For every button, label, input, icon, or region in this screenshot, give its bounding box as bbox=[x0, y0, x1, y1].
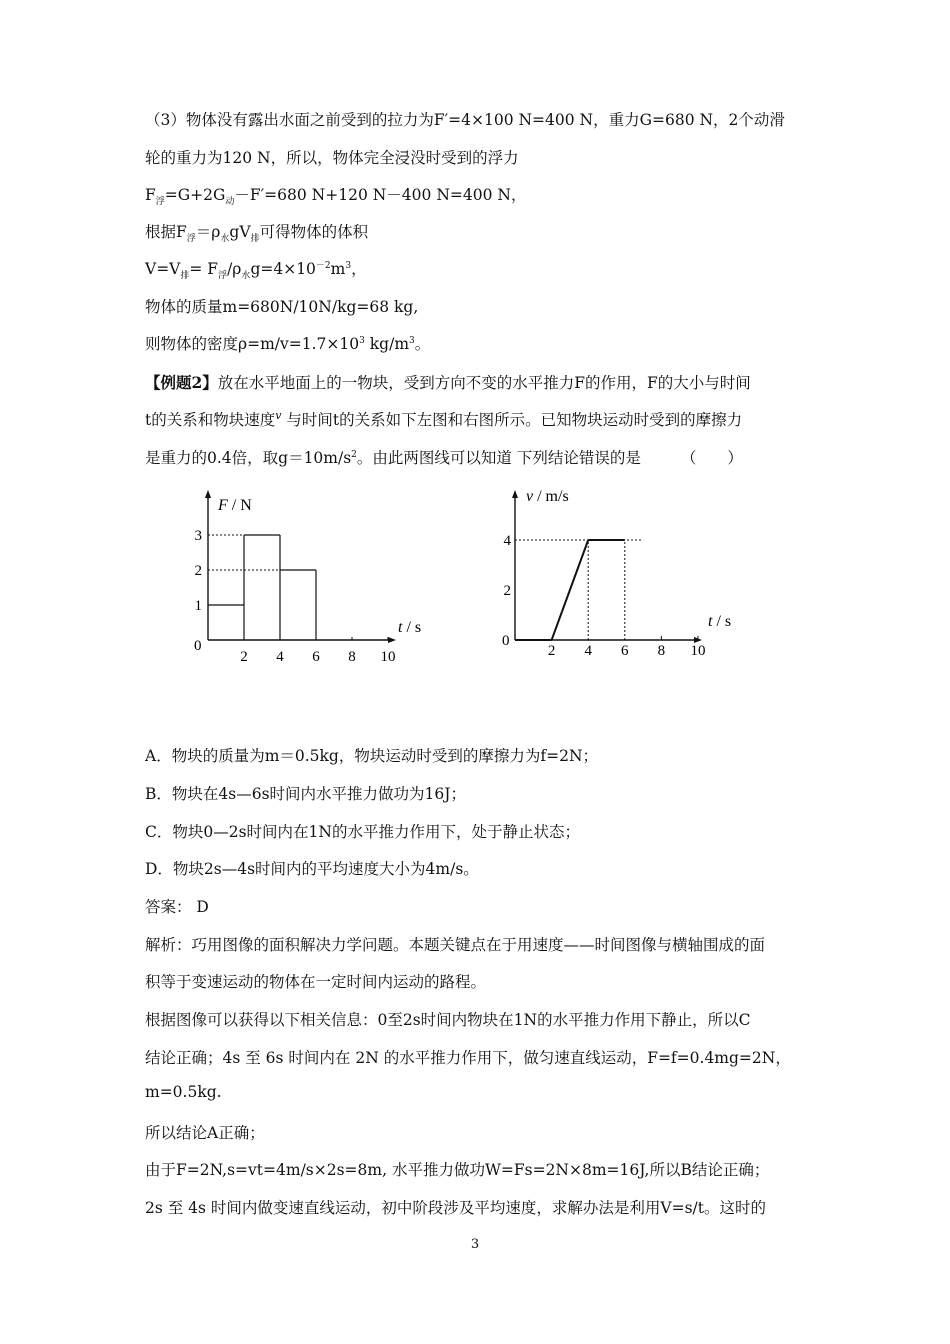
analysis-line-6: 所以结论A正确； bbox=[145, 1124, 265, 1142]
force-time-chart bbox=[194, 490, 421, 665]
analysis-line-8: 2s 至 4s 时间内做变速直线运动，初中阶段涉及平均速度，求解办法是利用V=s/t。这时的 bbox=[145, 1199, 767, 1217]
v-curve bbox=[515, 540, 643, 640]
f-step-lines bbox=[208, 535, 316, 640]
text: 与时间t的关系如下左图和右图所示。已知物块运动时受到的摩擦力 bbox=[281, 411, 743, 429]
text: =G+2G bbox=[164, 186, 226, 204]
v-x-tick-label: 8 bbox=[657, 643, 666, 659]
text: g=4×10 bbox=[250, 260, 316, 278]
solution-line-1: （3）物体没有露出水面之前受到的拉力为F′=4×100 N=400 N，重力G=680 N，2个动滑 bbox=[145, 111, 785, 129]
analysis-line-7: 由于F=2N,s=vt=4m/s×2s=8m, 水平推力做功W=Fs=2N×8m=16J,所以B结论正确； bbox=[145, 1161, 770, 1179]
f-tick-labels bbox=[195, 528, 396, 665]
answer-line: 答案： D bbox=[145, 898, 209, 916]
subscript: 浮 bbox=[218, 271, 228, 281]
subscript: 排 bbox=[180, 271, 190, 281]
text: 放在水平地面上的一物块，受到方向不变的水平推力F的作用，F的大小与时间 bbox=[217, 374, 751, 392]
f-y-tick-label: 2 bbox=[194, 563, 202, 579]
superscript: －2 bbox=[315, 261, 331, 271]
v-x-tick-label: 2 bbox=[547, 643, 556, 659]
example-2-line-1 bbox=[145, 371, 751, 393]
v-x-tick-label: 10 bbox=[690, 643, 706, 659]
subscript: 水 bbox=[220, 234, 230, 244]
v-segment bbox=[552, 540, 589, 640]
f-x-label: t / s bbox=[398, 619, 422, 636]
figure-area bbox=[180, 480, 740, 680]
velocity-symbol: v bbox=[275, 409, 282, 422]
text: F bbox=[145, 186, 156, 204]
example-tag: 【例题2】 bbox=[145, 373, 218, 392]
text: 根据F bbox=[145, 223, 187, 241]
solution-line-2: 轮的重力为120 N，所以，物体完全浸没时受到的浮力 bbox=[145, 149, 519, 167]
option-b: B．物块在4s—6s时间内水平推力做功为16J； bbox=[145, 785, 466, 803]
charts-svg bbox=[180, 480, 740, 680]
f-y-tick-label: 1 bbox=[194, 598, 202, 614]
text: 。由此两图线可以知道 下列结论错误的是 bbox=[356, 449, 641, 467]
subscript: 排 bbox=[250, 234, 260, 244]
text: ＝ρ bbox=[195, 223, 221, 241]
text: ， bbox=[351, 260, 367, 278]
v-x-label: t / s bbox=[708, 613, 732, 630]
text: 可得物体的体积 bbox=[259, 223, 369, 241]
analysis-line-5: m=0.5kg. bbox=[145, 1083, 222, 1101]
f-x-tick-label: 8 bbox=[348, 649, 356, 665]
option-d: D．物块2s—4s时间内的平均速度大小为4m/s。 bbox=[145, 860, 479, 878]
f-y-axis-arrow bbox=[205, 490, 211, 498]
volume-formula bbox=[145, 257, 367, 281]
text: = F bbox=[189, 260, 219, 278]
v-y-label: v / m/s bbox=[526, 488, 569, 505]
v-origin-label: 0 bbox=[502, 633, 510, 649]
text: gV bbox=[229, 223, 251, 241]
v-x-tick-label: 6 bbox=[621, 643, 629, 659]
text: /ρ bbox=[227, 260, 242, 278]
mass-line: 物体的质量m=680N/10N/kg=68 kg, bbox=[145, 298, 419, 316]
text: 。 bbox=[414, 335, 431, 353]
superscript: 3 bbox=[409, 336, 415, 346]
f-y-label: F / N bbox=[218, 497, 252, 514]
v-y-axis-arrow bbox=[512, 490, 518, 498]
superscript: 2 bbox=[351, 450, 357, 460]
f-x-tick-label: 6 bbox=[312, 649, 320, 665]
f-x-axis-arrow bbox=[388, 637, 396, 643]
option-a: A．物块的质量为m＝0.5kg，物块运动时受到的摩擦力为f=2N； bbox=[145, 747, 599, 765]
f-x-tick-label: 4 bbox=[276, 649, 284, 665]
subscript: 动 bbox=[225, 197, 235, 207]
analysis-line-3: 根据图像可以获得以下相关信息：0至2s时间内物块在1N的水平推力作用下静止，所以C bbox=[145, 1011, 751, 1029]
v-y-tick-label: 4 bbox=[503, 533, 511, 549]
subscript: 水 bbox=[241, 271, 251, 281]
analysis-line-4: 结论正确；4s 至 6s 时间内在 2N 的水平推力作用下，做匀速直线运动，F=f=0.4mg=2N， bbox=[145, 1049, 791, 1067]
superscript: 3 bbox=[359, 336, 365, 346]
buoyancy-formula bbox=[145, 183, 526, 207]
v-x-tick-label: 4 bbox=[584, 643, 592, 659]
text: kg/m bbox=[364, 335, 410, 353]
text: 则物体的密度ρ=m/v=1.7×10 bbox=[145, 335, 360, 353]
subscript: 浮 bbox=[155, 197, 165, 207]
f-y-tick-label: 3 bbox=[194, 528, 202, 544]
option-c: C．物块0—2s时间内在1N的水平推力作用下，处于静止状态； bbox=[145, 823, 580, 841]
analysis-line-1: 解析：巧用图像的面积解决力学问题。本题关键点在于用速度——时间图像与横轴围成的面 bbox=[145, 936, 766, 954]
page-number: 3 bbox=[470, 1237, 480, 1252]
analysis-line-2: 积等于变速运动的物体在一定时间内运动的路程。 bbox=[145, 973, 487, 991]
f-x-tick-label: 10 bbox=[380, 649, 396, 665]
text: m bbox=[330, 260, 346, 278]
example-2-line-2 bbox=[145, 408, 742, 430]
f-x-tick-label: 2 bbox=[240, 649, 248, 665]
volume-intro bbox=[145, 220, 368, 244]
velocity-time-chart bbox=[502, 488, 731, 659]
example-2-line-3 bbox=[145, 446, 743, 468]
text: t的关系和物块速度 bbox=[145, 411, 276, 429]
answer-bracket: （ ） bbox=[680, 449, 743, 467]
text: 是重力的0.4倍，取g＝10m/s bbox=[145, 449, 352, 467]
subscript: 浮 bbox=[186, 234, 196, 244]
superscript: 3 bbox=[345, 261, 352, 271]
v-y-tick-label: 2 bbox=[503, 583, 511, 599]
density-line bbox=[145, 332, 430, 354]
f-origin-label: 0 bbox=[194, 638, 202, 654]
text: －F′=680 N+120 N－400 N=400 N， bbox=[234, 186, 527, 204]
text: V=V bbox=[145, 260, 181, 278]
